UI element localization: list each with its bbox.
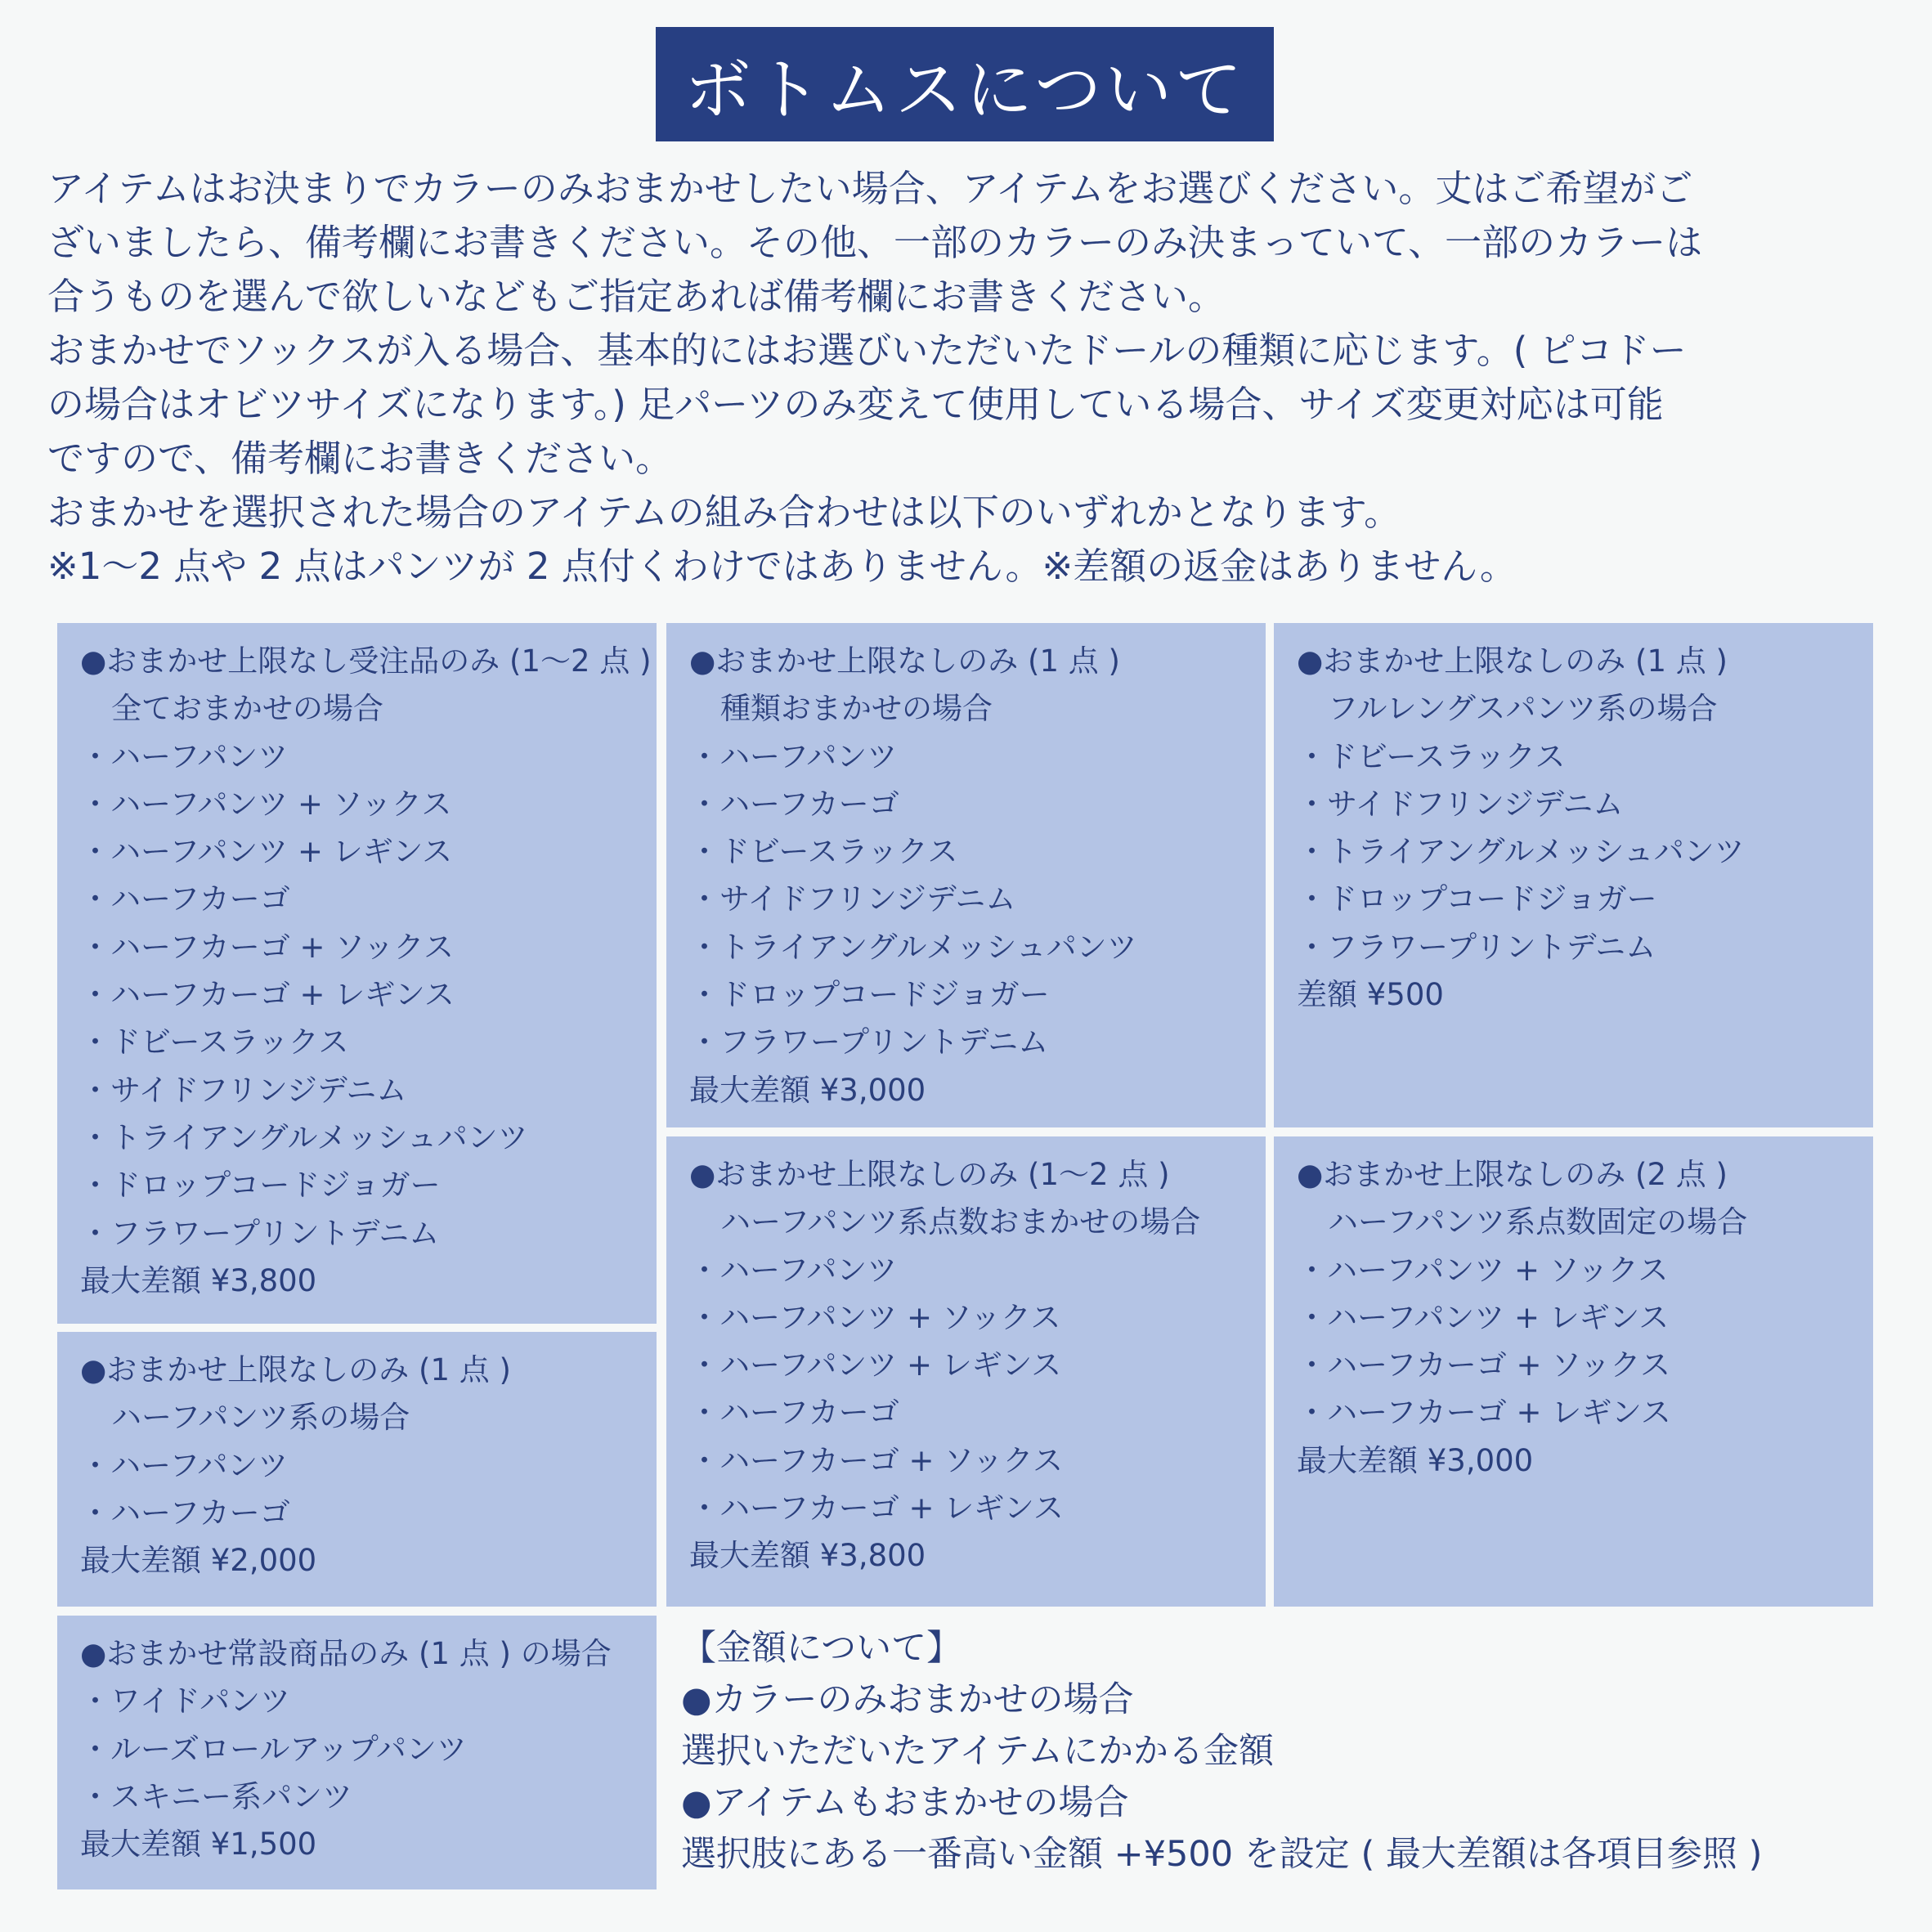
box-item: ・フラワープリントデニム: [689, 1024, 1049, 1060]
box-item: ・ハーフカーゴ + ソックス: [80, 929, 455, 965]
box-item: ・ハーフパンツ + ソックス: [689, 1299, 1061, 1335]
box-heading: ●おまかせ上限なしのみ (1 点 ): [1297, 643, 1728, 679]
box-heading: ●おまかせ上限なしのみ (1〜2 点 ): [689, 1157, 1170, 1192]
box-subheading: ハーフパンツ系点数おまかせの場合: [720, 1204, 1201, 1240]
price-info-section: [681, 1623, 1891, 1880]
box-item: ・ハーフパンツ + ソックス: [80, 786, 452, 822]
intro-line: 合うものを選んで欲しいなどもご指定あれば備考欄にお書きください。: [47, 275, 1226, 318]
price-line: ●アイテムもおまかせの場合: [681, 1782, 1129, 1823]
box-subheading: ハーフパンツ系の場合: [111, 1400, 410, 1436]
box-item: ・ルーズロールアップパンツ: [80, 1731, 467, 1767]
intro-line: おまかせでソックスが入る場合、基本的にはお選びいただいたドールの種類に応じます。( ピコドー: [47, 329, 1687, 372]
page-title: ボトムスについて: [656, 27, 1274, 141]
box-item: ・ドロップコードジョガー: [689, 977, 1050, 1013]
box-item: ・ハーフカーゴ + レギンス: [80, 977, 455, 1013]
box-item: ・ハーフカーゴ: [689, 1395, 899, 1431]
box-price: 最大差額 ¥3,800: [689, 1538, 926, 1574]
box-item: ・ドビースラックス: [689, 834, 958, 870]
box-heading: ●おまかせ上限なしのみ (2 点 ): [1297, 1157, 1728, 1192]
box-price: 差額 ¥500: [1297, 977, 1444, 1013]
box-item: ・ハーフカーゴ: [689, 786, 899, 822]
box-heading: ●おまかせ上限なし受注品のみ (1〜2 点 ): [80, 643, 652, 679]
intro-line: おまかせを選択された場合のアイテムの組み合わせは以下のいずれかとなります。: [47, 491, 1401, 534]
box-item: ・ハーフパンツ: [80, 1447, 289, 1483]
box-price: 最大差額 ¥3,000: [1297, 1442, 1534, 1478]
box-item: ・ワイドパンツ: [80, 1683, 291, 1719]
option-box-half-pants: [57, 1332, 657, 1607]
box-subheading: 種類おまかせの場合: [720, 691, 993, 727]
box-item: ・ハーフカーゴ + ソックス: [1297, 1347, 1671, 1383]
option-box-all-omakase: [57, 623, 657, 1324]
box-subheading: フルレングスパンツ系の場合: [1328, 691, 1718, 727]
box-item: ・ハーフパンツ + レギンス: [80, 834, 453, 870]
box-item: ・フラワープリントデニム: [1297, 929, 1656, 965]
box-item: ・サイドフリンジデニム: [689, 881, 1016, 917]
box-item: ・ハーフカーゴ: [80, 1495, 290, 1531]
box-item: ・ハーフカーゴ + レギンス: [689, 1490, 1064, 1526]
intro-line: ですので、備考欄にお書きください。: [47, 437, 673, 480]
box-item: ・ドロップコードジョガー: [1297, 881, 1657, 917]
box-item: ・スキニー系パンツ: [80, 1778, 352, 1814]
price-line: 選択いただいたアイテムにかかる金額: [681, 1731, 1274, 1772]
box-item: ・ハーフカーゴ: [80, 881, 290, 917]
box-item: ・ドビースラックス: [1297, 738, 1566, 774]
intro-line: ざいましたら、備考欄にお書きください。その他、一部のカラーのみ決まっていて、一部のカラーは: [47, 221, 1703, 264]
intro-line: の場合はオビツサイズになります。) 足パーツのみ変えて使用している場合、サイズ変更対応は可能: [47, 383, 1664, 426]
price-line: ●カラーのみおまかせの場合: [681, 1679, 1134, 1720]
box-subheading: ハーフパンツ系点数固定の場合: [1328, 1204, 1748, 1240]
box-item: ・サイドフリンジデニム: [1297, 786, 1624, 822]
box-item: ・ハーフパンツ + レギンス: [1297, 1299, 1670, 1335]
box-heading: ●おまかせ上限なしのみ (1 点 ): [689, 643, 1120, 679]
box-subheading: 全ておまかせの場合: [111, 691, 383, 727]
box-item: ・ハーフパンツ: [80, 738, 289, 774]
box-item: ・サイドフリンジデニム: [80, 1072, 407, 1108]
box-item: ・ハーフカーゴ + レギンス: [1297, 1395, 1671, 1431]
box-item: ・ドロップコードジョガー: [80, 1168, 441, 1204]
option-box-half-pants-count-fixed: [1274, 1136, 1873, 1607]
option-box-type-omakase: [666, 623, 1266, 1127]
box-price: 最大差額 ¥2,000: [80, 1543, 317, 1579]
box-item: ・トライアングルメッシュパンツ: [1297, 834, 1745, 870]
box-heading: ●おまかせ上限なしのみ (1 点 ): [80, 1352, 511, 1387]
box-item: ・トライアングルメッシュパンツ: [689, 929, 1137, 965]
box-price: 最大差額 ¥3,800: [80, 1262, 317, 1298]
intro-text: [47, 162, 1895, 594]
box-item: ・ドビースラックス: [80, 1024, 349, 1060]
box-item: ・ハーフパンツ + ソックス: [1297, 1252, 1669, 1288]
box-item: ・ハーフカーゴ + ソックス: [689, 1442, 1064, 1478]
price-line: 選択肢にある一番高い金額 +¥500 を設定 ( 最大差額は各項目参照 ): [681, 1834, 1763, 1875]
box-item: ・フラワープリントデニム: [80, 1215, 440, 1251]
intro-line: ※1〜2 点や 2 点はパンツが 2 点付くわけではありません。※差額の返金はありません。: [47, 545, 1517, 588]
option-box-full-length: [1274, 623, 1873, 1127]
option-box-standing-items: [57, 1616, 657, 1889]
box-heading: ●おまかせ常設商品のみ (1 点 ) の場合: [80, 1636, 612, 1671]
intro-line: アイテムはお決まりでカラーのみおまかせしたい場合、アイテムをお選びください。丈はご希望がご: [47, 167, 1693, 210]
option-box-half-pants-count-omakase: [666, 1136, 1266, 1607]
box-item: ・ハーフパンツ: [689, 1252, 898, 1288]
box-price: 最大差額 ¥3,000: [689, 1072, 926, 1108]
box-item: ・ハーフパンツ + レギンス: [689, 1347, 1062, 1383]
box-price: 最大差額 ¥1,500: [80, 1827, 317, 1863]
box-item: ・ハーフパンツ: [689, 738, 898, 774]
price-heading: 【金額について】: [681, 1628, 962, 1669]
box-item: ・トライアングルメッシュパンツ: [80, 1119, 528, 1155]
